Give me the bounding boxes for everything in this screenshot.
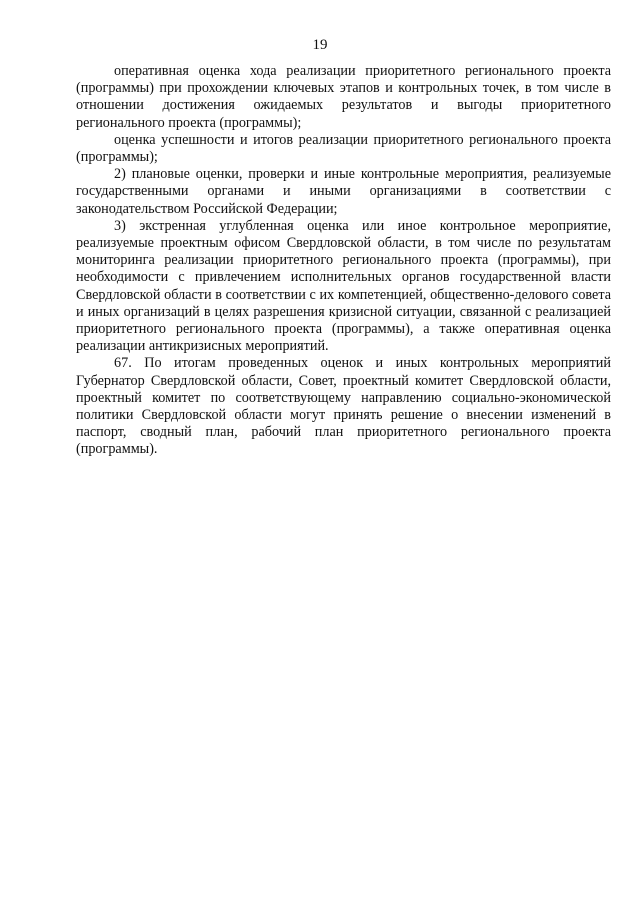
paragraph-operational-assessment: оперативная оценка хода реализации приоритетного регионального проекта (программы) при прохождении ключевых этапов и контрольных точек, в том числе в отношении достижения ожидаемых результатов и выгоды приоритетного регионального проекта (программы); [76, 63, 611, 131]
paragraph-67: 67. По итогам проведенных оценок и иных контрольных мероприятий Губернатор Свердловской области, Совет, проектный комитет Свердловской области, проектный комитет по соответствующему направлению социально-экономической политики Свердловской области могут принять решение о внесении изменений в паспорт, сводный план, рабочий план приоритетного регионального проекта (программы). [76, 355, 611, 458]
paragraph-success-assessment: оценка успешности и итогов реализации приоритетного регионального проекта (программы); [76, 131, 611, 166]
paragraph-planned-assessments: 2) плановые оценки, проверки и иные контрольные мероприятия, реализуемые государственными органами и иными организациями в соответствии с законодательством Российской Федерации; [76, 166, 611, 217]
document-body [76, 63, 611, 459]
page-number: 19 [312, 37, 328, 53]
paragraph-emergency-assessment: 3) экстренная углубленная оценка или иное контрольное мероприятие, реализуемые проектным офисом Свердловской области, в том числе по результатам мониторинга реализации приоритетного регионального проекта (программы), при необходимости с привлечением исполнительных органов государственной власти Свердловской области в соответствии с их компетенцией, общественно-делового совета и иных организаций в целях разрешения кризисной ситуации, связанной с реализацией приоритетного регионального проекта (программы), а также оперативная оценка реализации антикризисных мероприятий. [76, 217, 611, 355]
